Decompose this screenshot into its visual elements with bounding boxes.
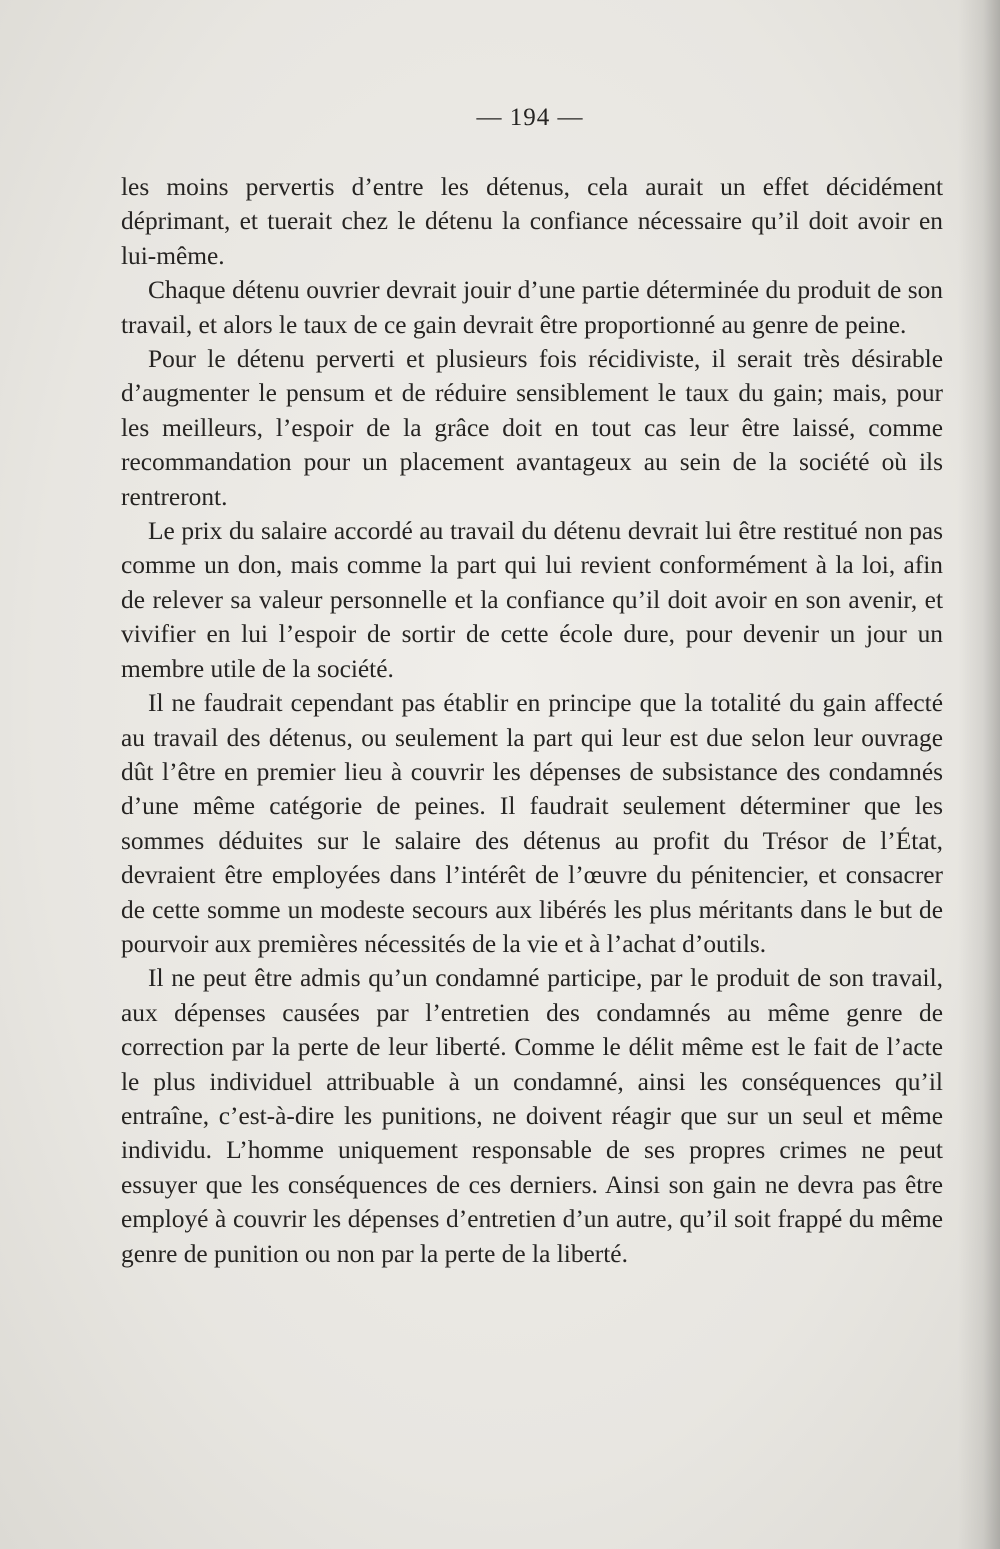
paragraph-recidivist: Pour le détenu perverti et plusieurs fois récidiviste, il serait très désirable d’augmenter le pensum et de réduire sensiblement le taux du gain; mais, pour les meilleurs, l’espoir de la grâce doit en tout cas leur être laissé, comme recommandation pour un placement avantageux au sein de la société où ils rentreront. (121, 345, 943, 511)
page-number: — 194 — (476, 104, 584, 131)
page-edge-shadow (958, 0, 1000, 1549)
paragraph-wage-share: Chaque détenu ouvrier devrait jouir d’une partie déterminée du produit de son travail, et alors le taux de ce gain devrait être proportionné au genre de peine. (121, 276, 943, 339)
paragraph-salary-restitution: Le prix du salaire accordé au travail du détenu devrait lui être restitué non pas comme un don, mais comme la part qui lui revient conformément à la loi, afin de relever sa valeur personnelle et la confiance qu’il doit avoir en son avenir, et vivifier en lui l’espoir de sortir de cette école dure, pour devenir un jour un membre utile de la société. (121, 517, 943, 683)
paragraph-continuation: les moins pervertis d’entre les détenus, cela aurait un effet décidément déprimant, et tuerait chez le détenu la confiance nécessaire qu’il doit avoir en lui-même. (121, 173, 943, 270)
page-body-text (121, 170, 943, 1271)
paragraph-subsistence-costs: Il ne faudrait cependant pas établir en principe que la totalité du gain affecté au travail des détenus, ou seulement la part qui leur est due selon leur ouvrage dût l’être en premier lieu à couvrir les dépenses de subsistance des condamnés d’une même catégorie de peines. Il faudrait seulement déterminer que les sommes déduites sur le salaire des détenus au profit du Trésor de l’État, devraient être employées dans l’intérêt de l’œuvre du pénitencier, et consacrer de cette somme un modeste secours aux libérés les plus méritants dans le but de pourvoir aux premières nécessités de la vie et à l’achat d’outils. (121, 689, 943, 958)
paragraph-individual-responsibility: Il ne peut être admis qu’un condamné participe, par le produit de son travail, aux dépenses causées par l’entretien des condamnés au même genre de correction par la perte de leur liberté. Comme le délit même est le fait de l’acte le plus individuel attribuable à un condamné, ainsi les conséquences qu’il entraîne, c’est-à-dire les punitions, ne doivent réagir que sur un seul et même individu. L’homme uniquement responsable de ses propres crimes ne peut essuyer que les conséquences de ces derniers. Ainsi son gain ne devra pas être employé à couvrir les dépenses d’entretien d’un autre, qu’il soit frappé du même genre de punition ou non par la perte de la liberté. (121, 964, 943, 1268)
